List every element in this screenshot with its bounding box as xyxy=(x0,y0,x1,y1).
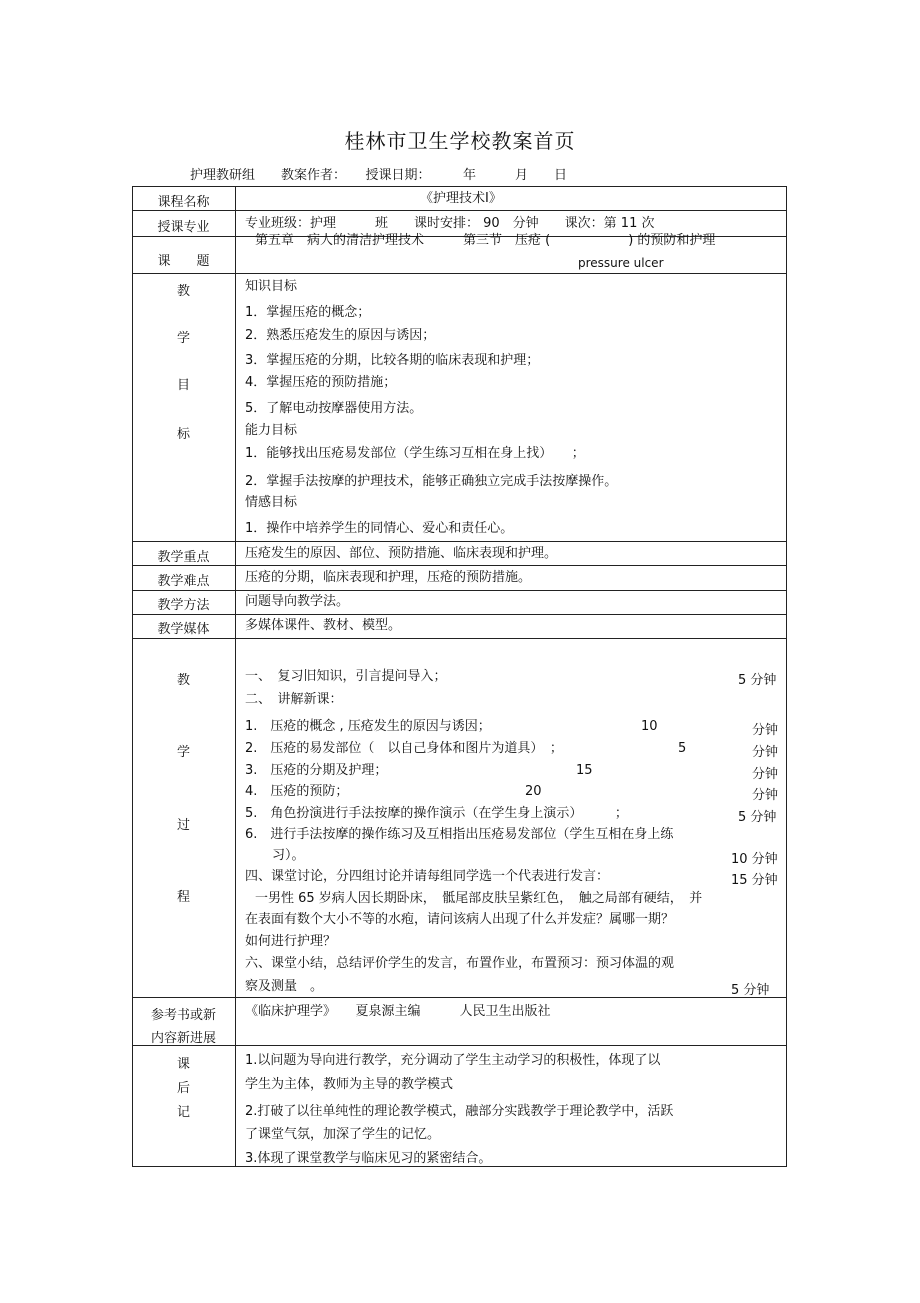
objectives-label-char: 标 xyxy=(176,427,190,442)
emotion-item: 1．操作中培养学生的同情心、爱心和责任心。 xyxy=(245,521,514,536)
ability-item: 1．能够找出压疮易发部位（学生练习互相在身上找） ； xyxy=(245,446,585,461)
reference-label-line1: 参考书或新 xyxy=(150,1008,216,1023)
process-item-minutes: 15 xyxy=(576,763,593,778)
process-step1: 一、 复习旧知识，引言提问导入； xyxy=(245,669,447,684)
process-item5: 5. 角色扮演进行手法按摩的操作演示（在学生身上演示） ； xyxy=(245,806,628,821)
objectives-label-char: 教 xyxy=(176,284,190,299)
process-item-minutes: 20 xyxy=(525,784,542,799)
reference-value: 《临床护理学》 夏泉源主编 人民卫生出版社 xyxy=(245,1004,551,1019)
process-item-unit: 分钟 xyxy=(752,767,779,782)
knowledge-title: 知识目标 xyxy=(245,279,298,294)
process-step4-time: 15 分钟 xyxy=(731,873,778,888)
topic-label: 课 题 xyxy=(157,254,210,269)
header-meta: 护理教研组 教案作者： 授课日期： 年 月 日 xyxy=(190,168,568,183)
objectives-label-char: 目 xyxy=(176,378,190,393)
major-value: 专业班级：护理 班 课时安排： 90 分钟 课次：第 11 次 xyxy=(245,216,655,231)
divider xyxy=(132,590,787,591)
process-label-char: 程 xyxy=(176,890,190,905)
difficulty-label: 教学难点 xyxy=(157,574,210,589)
media-value: 多媒体课件、教材、模型。 xyxy=(245,618,402,633)
process-item-unit: 分钟 xyxy=(752,745,779,760)
knowledge-item: 3．掌握压疮的分期，比较各期的临床表现和护理； xyxy=(245,353,540,368)
divider xyxy=(132,614,787,615)
process-label-char: 学 xyxy=(176,745,190,760)
note-1-line1: 1.以问题为导向进行教学，充分调动了学生主动学习的积极性，体现了以 xyxy=(245,1053,661,1068)
notes-label-char: 记 xyxy=(176,1105,190,1120)
process-item6-line1: 6. 进行手法按摩的操作练习及互相指出压疮易发部位（学生互相在身上练 xyxy=(245,827,674,842)
knowledge-item: 4．掌握压疮的预防措施； xyxy=(245,375,397,390)
process-item-unit: 分钟 xyxy=(752,723,779,738)
process-item-minutes: 5 xyxy=(678,741,687,756)
process-label-char: 教 xyxy=(176,673,190,688)
knowledge-item: 2．熟悉压疮发生的原因与诱因； xyxy=(245,328,436,343)
topic-line1: 第五章 病人的清洁护理技术 第三节 压疮 ( ) 的预防和护理 xyxy=(255,233,716,248)
process-item6-time: 10 分钟 xyxy=(731,852,778,867)
case-line1: 一男性 65 岁病人因长期卧床， 骶尾部皮肤呈紫红色， 触之局部有硬结， 并 xyxy=(255,891,703,906)
process-item: 1. 压疮的概念 , 压疮发生的原因与诱因； xyxy=(245,719,491,734)
course-label: 课程名称 xyxy=(157,195,210,210)
process-item: 4. 压疮的预防； xyxy=(245,784,349,799)
divider xyxy=(132,997,787,998)
major-label: 授课专业 xyxy=(157,220,210,235)
process-item: 2. 压疮的易发部位（ 以自己身体和图片为道具） ； xyxy=(245,741,563,756)
process-step6-line2: 察及测量 。 xyxy=(245,979,324,994)
note-2-line2: 了课堂气氛，加深了学生的记忆。 xyxy=(245,1127,441,1142)
note-2-line1: 2.打破了以往单纯性的理论教学模式，融部分实践教学于理论教学中，活跃 xyxy=(245,1104,674,1119)
knowledge-item: 5．了解电动按摩器使用方法。 xyxy=(245,401,423,416)
media-label: 教学媒体 xyxy=(157,622,210,637)
process-step1-time: 5 分钟 xyxy=(738,673,777,688)
process-item-unit: 分钟 xyxy=(752,788,779,803)
divider xyxy=(132,541,787,542)
process-step4: 四、课堂讨论，分四组讨论并请每组同学选一个代表进行发言： xyxy=(245,869,610,884)
divider xyxy=(132,210,787,211)
case-line3: 如何进行护理？ xyxy=(245,934,337,949)
reference-label-line2: 内容新进展 xyxy=(150,1031,216,1046)
process-item: 3. 压疮的分期及护理； xyxy=(245,763,388,778)
divider xyxy=(132,565,787,566)
process-step6-line1: 六、课堂小结，总结评价学生的发言，布置作业，布置预习：预习体温的观 xyxy=(245,956,675,971)
divider xyxy=(132,638,787,639)
divider xyxy=(132,273,787,274)
column-divider xyxy=(235,186,236,1167)
course-value: 《护理技术Ⅰ》 xyxy=(420,191,502,206)
topic-line2: pressure ulcer xyxy=(578,256,664,270)
focus-value: 压疮发生的原因、部位、预防措施、临床表现和护理。 xyxy=(245,546,558,561)
difficulty-value: 压疮的分期，临床表现和护理，压疮的预防措施。 xyxy=(245,570,532,585)
objectives-label-char: 学 xyxy=(176,331,190,346)
process-label-char: 过 xyxy=(176,818,190,833)
method-value: 问题导向教学法。 xyxy=(245,594,350,609)
process-step2: 二、 讲解新课： xyxy=(245,692,343,707)
note-3: 3.体现了课堂教学与临床见习的紧密结合。 xyxy=(245,1151,492,1166)
process-step6-time: 5 分钟 xyxy=(731,983,770,998)
knowledge-item: 1．掌握压疮的概念； xyxy=(245,305,371,320)
emotion-title: 情感目标 xyxy=(245,495,298,510)
process-item5-time: 5 分钟 xyxy=(738,810,777,825)
focus-label: 教学重点 xyxy=(157,550,210,565)
process-item-minutes: 10 xyxy=(641,719,658,734)
ability-item: 2．掌握手法按摩的护理技术，能够正确独立完成手法按摩操作。 xyxy=(245,474,618,489)
notes-label-char: 课 xyxy=(176,1057,190,1072)
note-1-line2: 学生为主体，教师为主导的教学模式 xyxy=(245,1077,454,1092)
ability-title: 能力目标 xyxy=(245,423,298,438)
case-line2: 在表面有数个大小不等的水疱，请问该病人出现了什么并发症？属哪一期？ xyxy=(245,912,675,927)
process-item6-line2: 习）。 xyxy=(272,848,305,863)
page-title: 桂林市卫生学校教案首页 xyxy=(344,129,576,153)
method-label: 教学方法 xyxy=(157,598,210,613)
notes-label-char: 后 xyxy=(176,1081,190,1096)
